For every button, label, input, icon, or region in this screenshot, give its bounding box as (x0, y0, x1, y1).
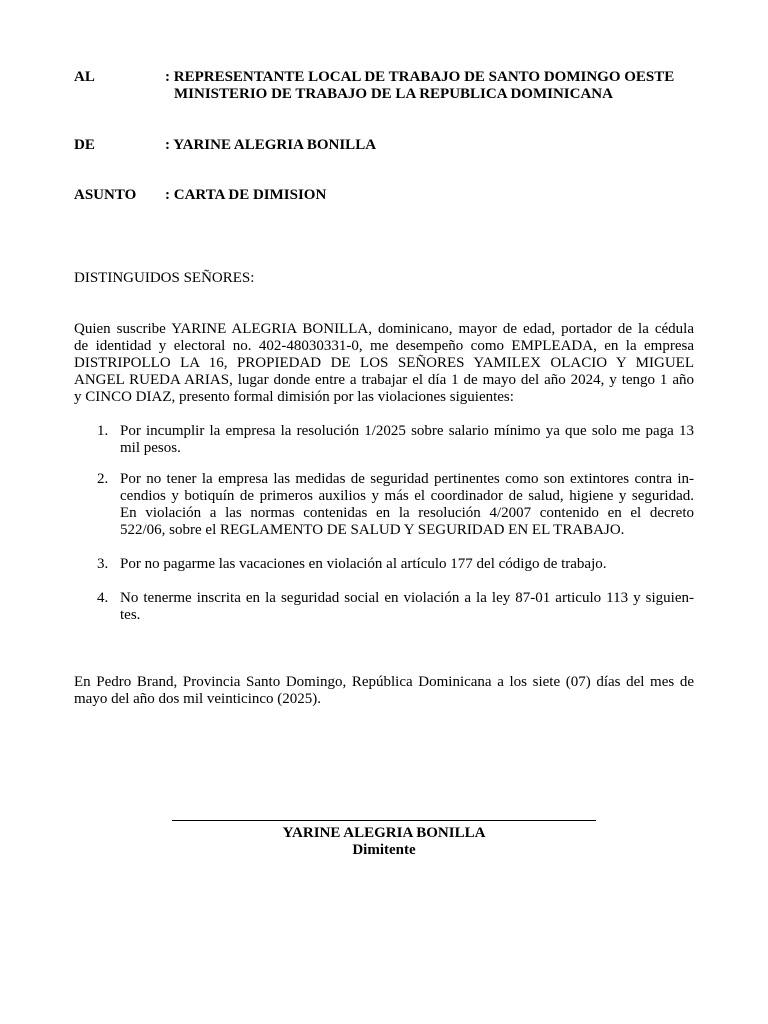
intro-line: Quien suscribe YARINE ALEGRIA BONILLA, dominicano, mayor de edad, portador de la cédula (74, 321, 694, 337)
closing-line: En Pedro Brand, Provincia Santo Domingo, República Dominicana a los siete (07) días del mes de (74, 674, 694, 690)
header-asunto-label: ASUNTO (74, 187, 137, 203)
violation-number: 2. (97, 471, 109, 487)
violation-line: No tenerme inscrita en la seguridad social en violación a la ley 87-01 articulo 113 y siguien- (120, 590, 694, 606)
header-al-value (165, 69, 725, 103)
violation-item-3 (74, 556, 694, 573)
closing-line: mayo del año dos mil veinticinco (2025). (74, 691, 322, 707)
header-de-label: DE (74, 137, 95, 153)
intro-line: de identidad y electoral no. 402-48030331-0, me desempeño como EMPLEADA, en la empresa (74, 338, 694, 354)
header-al-line-1: : REPRESENTANTE LOCAL DE TRABAJO DE SANTO DOMINGO OESTE (165, 69, 675, 85)
violation-line: 522/06, sobre el REGLAMENTO DE SALUD Y SEGURIDAD EN EL TRABAJO. (120, 522, 625, 538)
violation-line: En violación a las normas contenidas en la resolución 4/2007 contenido en el decreto (120, 505, 694, 521)
signature-role: Dimitente (352, 842, 416, 858)
signature-name: YARINE ALEGRIA BONILLA (282, 825, 486, 841)
violation-line: Por no pagarme las vacaciones en violación al artículo 177 del código de trabajo. (120, 556, 607, 572)
header-asunto-value: : CARTA DE DIMISION (165, 187, 327, 203)
header-al-label: AL (74, 69, 95, 85)
header-al-line-2: MINISTERIO DE TRABAJO DE LA REPUBLICA DOMINICANA (174, 86, 613, 102)
signature-line (172, 820, 596, 821)
intro-line: ANGEL RUEDA ARIAS, lugar donde entre a trabajar el día 1 de mayo del año 2024, y tengo 1 año (74, 372, 694, 388)
violation-item-4 (74, 590, 694, 624)
violation-line: cendios y botiquín de primeros auxilios y más el coordinador de salud, higiene y seguridad. (120, 488, 694, 504)
violation-number: 4. (97, 590, 109, 606)
violation-line: mil pesos. (120, 440, 181, 456)
greeting: DISTINGUIDOS SEÑORES: (74, 270, 255, 286)
violation-line: Por no tener la empresa las medidas de seguridad pertinentes como son extintores contra in- (120, 471, 694, 487)
intro-line: DISTRIPOLLO LA 16, PROPIEDAD DE LOS SEÑORES YAMILEX OLACIO Y MIGUEL (74, 355, 694, 371)
intro-line: y CINCO DIAZ, presento formal dimisión por las violaciones siguientes: (74, 389, 514, 405)
closing-paragraph (74, 674, 694, 708)
header-de-value: : YARINE ALEGRIA BONILLA (165, 137, 377, 153)
violation-number: 3. (97, 556, 109, 572)
violation-item-2 (74, 471, 694, 539)
violation-line: tes. (120, 607, 141, 623)
intro-paragraph (74, 321, 694, 406)
violation-number: 1. (97, 423, 109, 439)
violation-line: Por incumplir la empresa la resolución 1/2025 sobre salario mínimo ya que solo me paga 13 (120, 423, 694, 439)
violation-item-1 (74, 423, 694, 457)
